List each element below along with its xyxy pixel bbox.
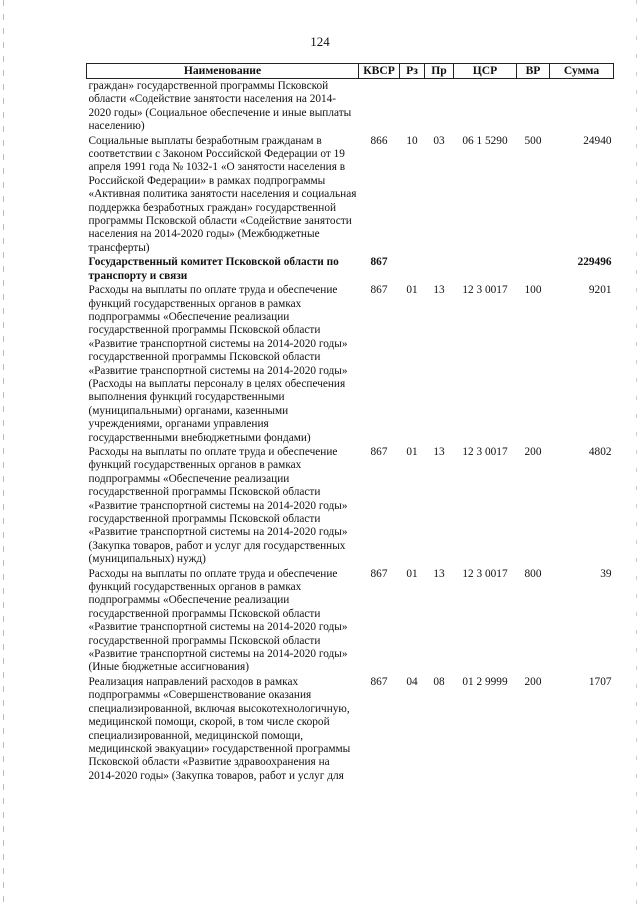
row-kvsr: 867 (370, 567, 388, 580)
row-sum: 1707 (588, 675, 612, 688)
header-kvsr: КВСР (359, 64, 400, 79)
table-row (87, 567, 614, 675)
row-pr: 13 (433, 445, 445, 458)
row-kvsr: 867 (370, 445, 388, 458)
row-name: Государственный комитет Псковской области по транспорту и связи (88, 256, 339, 282)
row-rz: 04 (406, 675, 418, 688)
row-vr: 500 (524, 134, 542, 147)
row-pr: 13 (433, 567, 445, 580)
row-vr: 800 (524, 567, 542, 580)
row-sum: 24940 (583, 134, 612, 147)
row-rz (400, 79, 425, 134)
row-sum: 39 (600, 567, 612, 580)
row-kvsr (359, 79, 400, 134)
row-sum: 229496 (577, 256, 612, 269)
table-row (87, 134, 614, 256)
row-sum (550, 79, 614, 134)
row-rz (400, 255, 425, 283)
row-name: Расходы на выплаты по оплате труда и обеспечение функций государственных органов в рамках подпрограммы «Обеспечение реализации государственной программы Псковской области «Развитие транспортной системы на 2014-2020 годы» государственной программы Псковской области «Развитие транспортной системы на 2014-2020 годы» (Иные бюджетные ассигнования) (88, 567, 348, 674)
row-kvsr: 867 (370, 256, 388, 269)
header-name: Наименование (87, 64, 359, 79)
header-sum: Сумма (550, 64, 614, 79)
header-rz: Рз (400, 64, 425, 79)
row-rz: 10 (406, 134, 418, 147)
row-vr (517, 255, 550, 283)
table-row (87, 79, 614, 134)
row-csr: 12 3 0017 (462, 445, 508, 458)
header-csr: ЦСР (454, 64, 517, 79)
row-sum: 4802 (588, 445, 612, 458)
row-csr: 01 2 9999 (462, 675, 508, 688)
table-header-row (87, 64, 614, 79)
row-pr: 13 (433, 284, 445, 297)
row-pr: 03 (433, 134, 445, 147)
row-rz: 01 (406, 284, 418, 297)
header-vr: ВР (517, 64, 550, 79)
row-sum: 9201 (588, 284, 612, 297)
row-kvsr: 867 (370, 284, 388, 297)
table-row-section (87, 255, 614, 283)
row-vr: 100 (524, 284, 542, 297)
budget-table (86, 63, 614, 783)
row-rz: 01 (406, 567, 418, 580)
row-vr: 200 (524, 445, 542, 458)
table-row (87, 675, 614, 783)
row-csr: 06 1 5290 (462, 134, 508, 147)
row-vr: 200 (524, 675, 542, 688)
row-name: Социальные выплаты безработным гражданам в соответствии с Законом Российской Федерации от 19 апреля 1991 года № 1032-1 «О занятости населения в Российской Федерации» в рамках подпрограммы «Активная политика занятости населения и социальная поддержка безработных граждан» государственной программы Псковской области «Содействие занятости населения на 2014-2020 годы» (Межбюджетные трансферты) (88, 134, 357, 254)
row-pr: 08 (433, 675, 445, 688)
row-rz: 01 (406, 445, 418, 458)
table-row (87, 283, 614, 445)
row-kvsr: 867 (370, 675, 388, 688)
scan-edge-left (3, 0, 4, 905)
row-csr: 12 3 0017 (462, 567, 508, 580)
row-csr (454, 255, 517, 283)
row-pr (425, 255, 454, 283)
table-row (87, 445, 614, 567)
row-csr: 12 3 0017 (462, 284, 508, 297)
row-name: Реализация направлений расходов в рамках подпрограммы «Совершенствование оказания специализированной, включая высокотехнологичную, медицинской помощи, скорой, в том числе скорой специализированной, медицинской помощи, медицинской эвакуации» государственной программы Псковской области «Развитие здравоохранения на 2014-2020 годы» (Закупка товаров, работ и услуг для (88, 675, 351, 782)
row-pr (425, 79, 454, 134)
row-name: Расходы на выплаты по оплате труда и обеспечение функций государственных органов в рамках подпрограммы «Обеспечение реализации государственной программы Псковской области «Развитие транспортной системы на 2014-2020 годы» государственной программы Псковской области «Развитие транспортной системы на 2014-2020 годы» (Расходы на выплаты персоналу в целях обеспечения выполнения функций государственными (муниципальными) органами, казенными учреждениями, органами управления государственными внебюджетными фондами) (88, 284, 348, 444)
scan-edge-right (636, 0, 637, 905)
row-name: граждан» государственной программы Псковской области «Содействие занятости населения на 2014-2020 годы» (Социальное обеспечение и иные выплаты населению) (88, 80, 352, 133)
page-number: 124 (310, 34, 330, 49)
row-csr (454, 79, 517, 134)
row-vr (517, 79, 550, 134)
row-kvsr: 866 (370, 134, 388, 147)
row-name: Расходы на выплаты по оплате труда и обеспечение функций государственных органов в рамках подпрограммы «Обеспечение реализации государственной программы Псковской области «Развитие транспортной системы на 2014-2020 годы» государственной программы Псковской области «Развитие транспортной системы на 2014-2020 годы» (Закупка товаров, работ и услуг для государственных (муниципальных) нужд) (88, 445, 348, 566)
header-pr: Пр (425, 64, 454, 79)
